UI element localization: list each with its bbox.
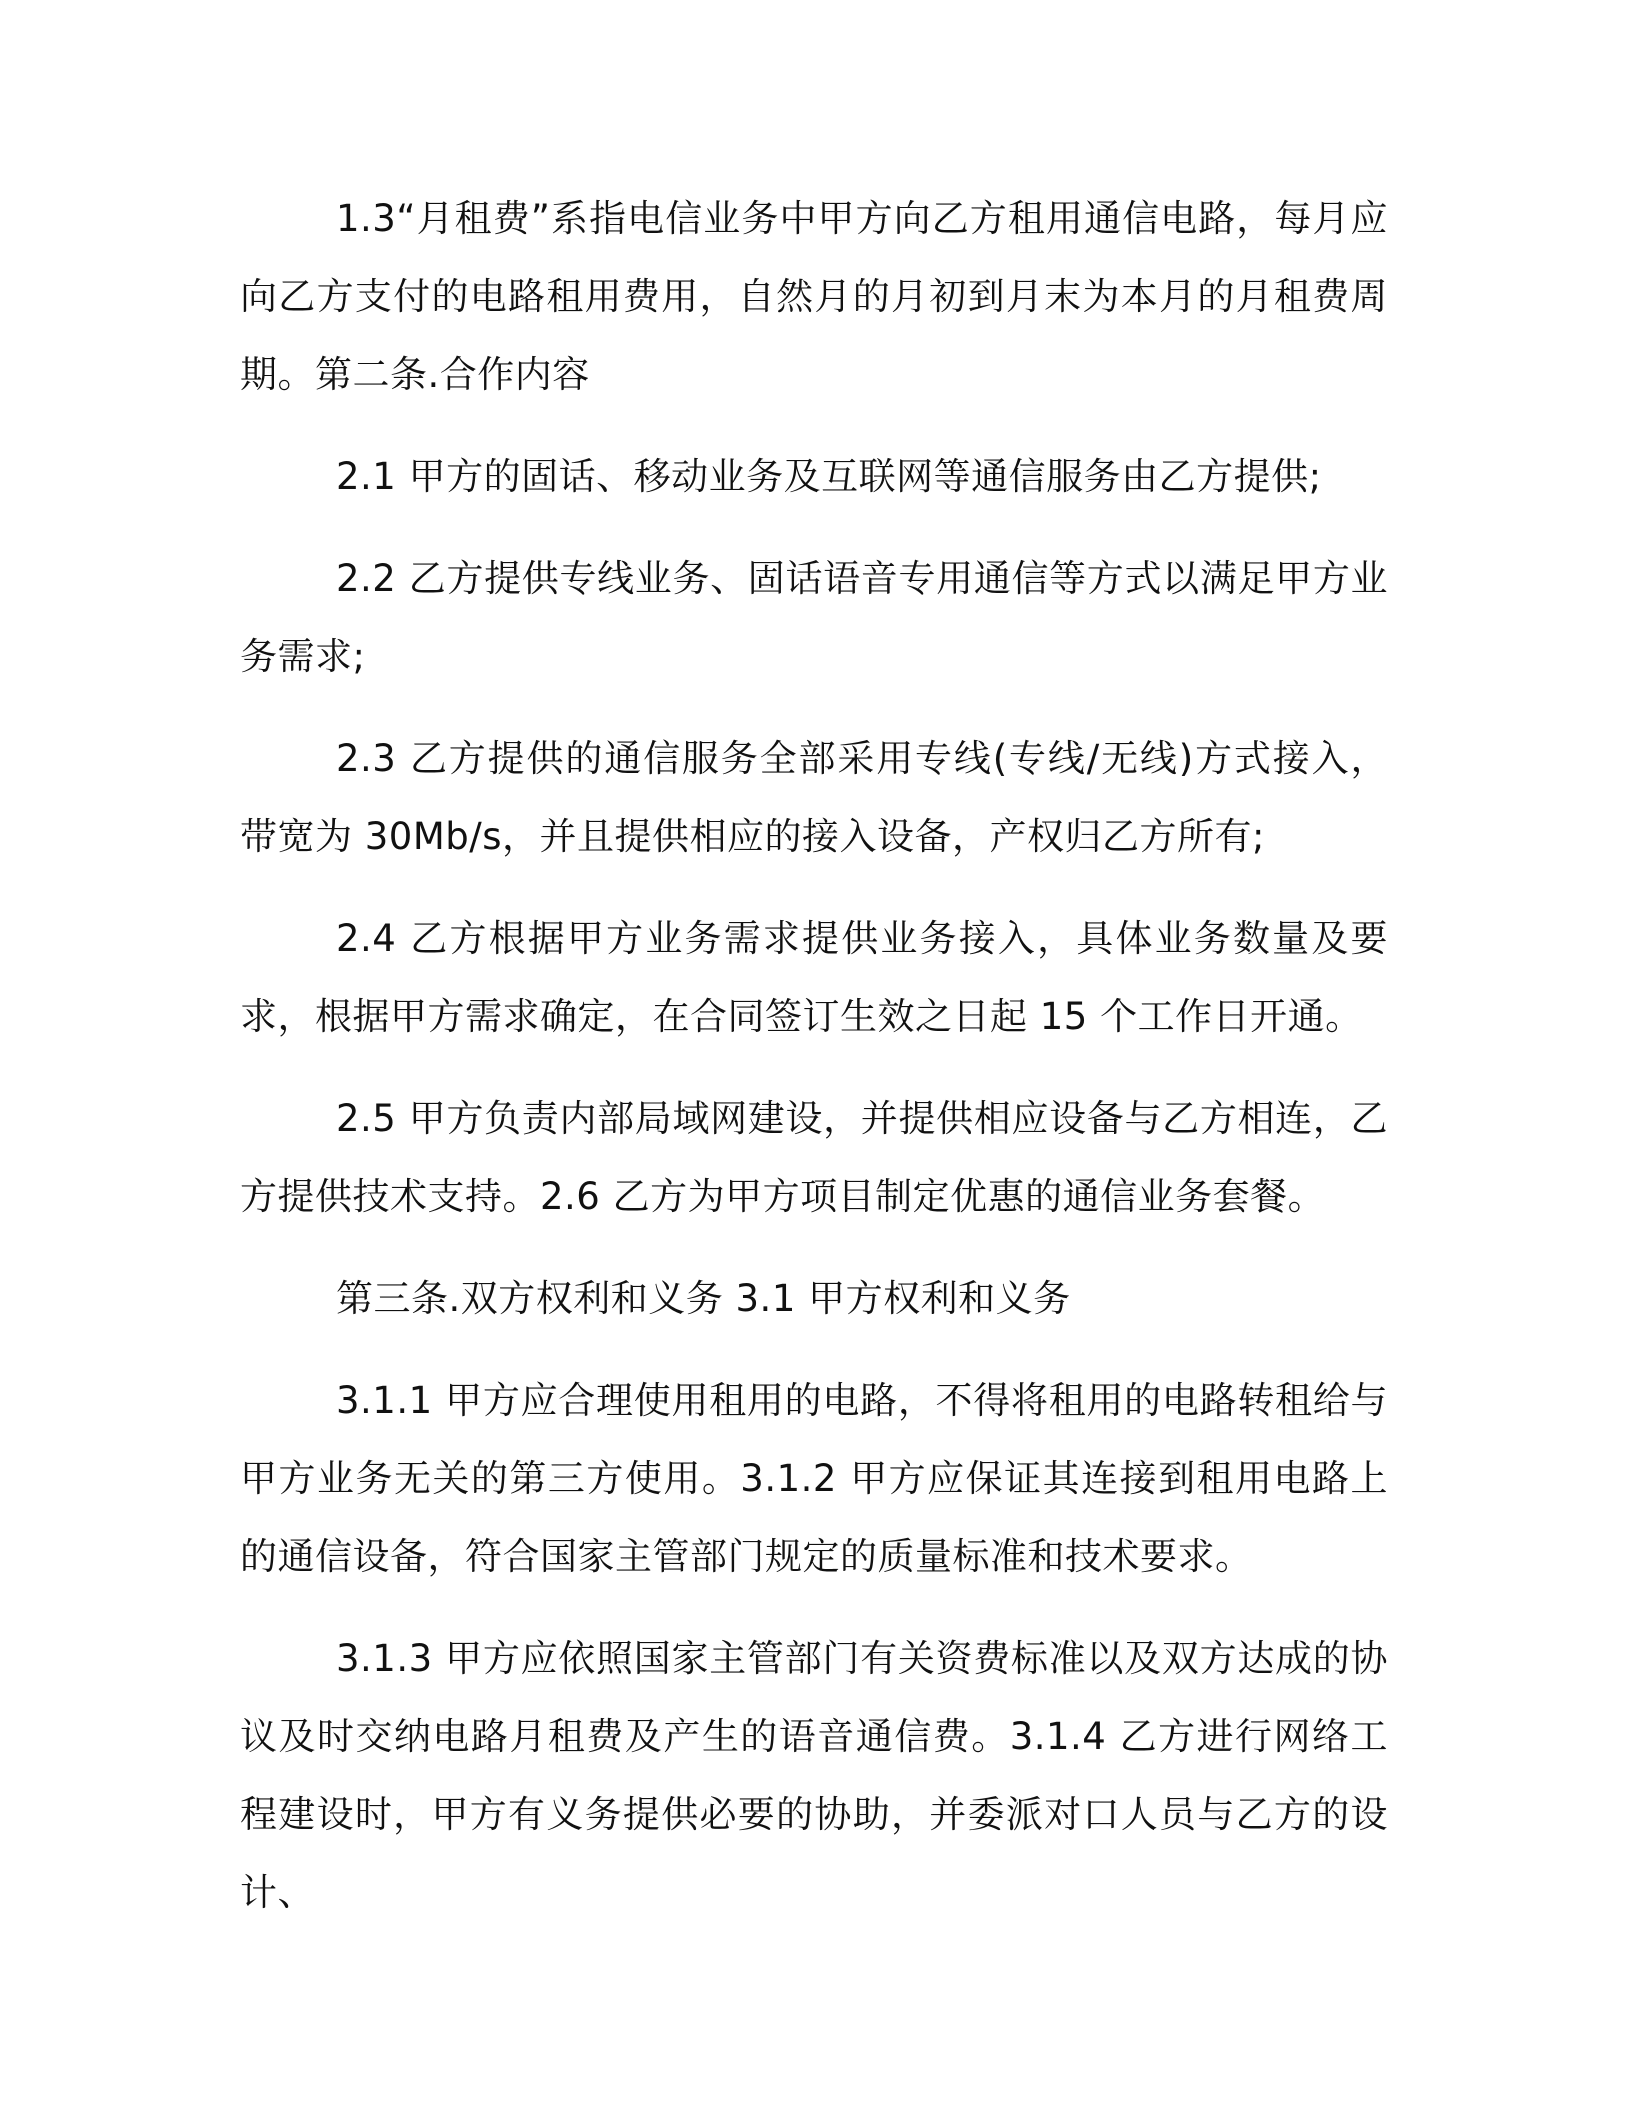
paragraph-1-3: 1.3“月租费”系指电信业务中甲方向乙方租用通信电路，每月应向乙方支付的电路租用费用，自然月的月初到月末为本月的月租费周期。第二条.合作内容	[240, 197, 1388, 396]
paragraph-2-2: 2.2 乙方提供专线业务、固话语音专用通信等方式以满足甲方业务需求;	[240, 557, 1388, 678]
paragraph-3-1-1: 3.1.1 甲方应合理使用租用的电路，不得将租用的电路转租给与甲方业务无关的第三方使用。3.1.2 甲方应保证其连接到租用电路上的通信设备，符合国家主管部门规定的质量标准和技术要求。	[240, 1379, 1388, 1578]
paragraph-3-1-3: 3.1.3 甲方应依照国家主管部门有关资费标准以及双方达成的协议及时交纳电路月租费及产生的语音通信费。3.1.4 乙方进行网络工程建设时，甲方有义务提供必要的协助，并委派对口人员与乙方的设计、	[240, 1637, 1388, 1914]
paragraph-2-3: 2.3 乙方提供的通信服务全部采用专线(专线/无线)方式接入，带宽为 30Mb/s，并且提供相应的接入设备，产权归乙方所有;	[240, 737, 1388, 858]
paragraph-2-5-2-6: 2.5 甲方负责内部局域网建设，并提供相应设备与乙方相连，乙方提供技术支持。2.6 乙方为甲方项目制定优惠的通信业务套餐。	[240, 1097, 1388, 1218]
document-body	[240, 180, 1388, 1956]
paragraph-2-1: 2.1 甲方的固话、移动业务及互联网等通信服务由乙方提供;	[336, 455, 1322, 498]
section-3-heading: 第三条.双方权利和义务 3.1 甲方权利和义务	[336, 1277, 1071, 1320]
paragraph-2-4: 2.4 乙方根据甲方业务需求提供业务接入，具体业务数量及要求，根据甲方需求确定，在合同签订生效之日起 15 个工作日开通。	[240, 917, 1388, 1038]
